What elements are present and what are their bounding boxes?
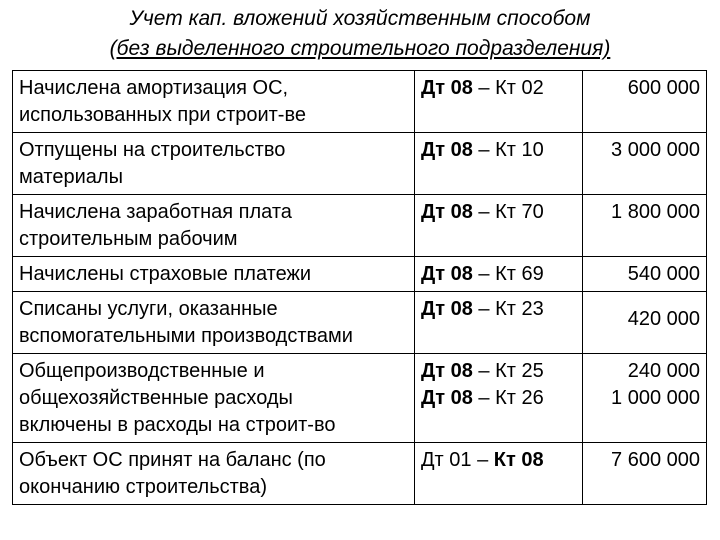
description-line: Списаны услуги, оказанные <box>19 298 278 320</box>
description-line: включены в расходы на строит-во <box>19 414 336 436</box>
entry-dash: – <box>472 201 496 223</box>
description-line: Общепроизводственные и <box>19 360 265 382</box>
entry-line <box>421 199 576 226</box>
entry-line <box>421 296 576 323</box>
account-entry <box>415 292 583 354</box>
credit-account: Кт 02 <box>495 77 544 99</box>
operation-description <box>13 71 415 133</box>
table-row <box>13 354 707 443</box>
amount-value: 540 000 <box>627 263 700 285</box>
entry-line <box>421 358 576 385</box>
amount-value: 1 000 000 <box>611 387 700 409</box>
posting-table <box>12 70 707 505</box>
debit-account: Дт 01 <box>421 449 472 471</box>
description-line: Начислены страховые платежи <box>19 263 312 285</box>
amount <box>583 257 707 292</box>
page-title: Учет кап. вложений хозяйственным способом <box>129 7 591 30</box>
operation-description <box>13 257 415 292</box>
account-entry <box>415 195 583 257</box>
entry-line <box>421 447 576 474</box>
operation-description <box>13 195 415 257</box>
entry-dash: – <box>472 360 496 382</box>
amount <box>583 354 707 443</box>
debit-account: Дт 08 <box>421 201 473 223</box>
credit-account: Кт 69 <box>495 263 544 285</box>
credit-account: Кт 10 <box>495 139 544 161</box>
description-line: строительным рабочим <box>19 228 238 250</box>
table-row <box>13 71 707 133</box>
entry-line <box>421 261 576 288</box>
amount-value: 7 600 000 <box>611 449 700 471</box>
amount <box>583 195 707 257</box>
entry-dash: – <box>472 263 496 285</box>
description-line: Начислена заработная плата <box>19 201 292 223</box>
description-line: Объект ОС принят на баланс (по <box>19 449 326 471</box>
account-entry <box>415 354 583 443</box>
table-row <box>13 257 707 292</box>
operation-description <box>13 133 415 195</box>
operation-description <box>13 443 415 505</box>
entry-line <box>421 137 576 164</box>
description-line: использованных при строит-ве <box>19 104 306 126</box>
table-row <box>13 292 707 354</box>
debit-account: Дт 08 <box>421 77 473 99</box>
entry-dash: – <box>472 387 496 409</box>
entry-line <box>421 385 576 412</box>
debit-account: Дт 08 <box>421 360 473 382</box>
operation-description <box>13 292 415 354</box>
description-line: материалы <box>19 166 123 188</box>
table-row <box>13 443 707 505</box>
amount-value: 3 000 000 <box>611 139 700 161</box>
debit-account: Дт 08 <box>421 263 473 285</box>
entry-dash: – <box>472 139 496 161</box>
amount-value: 240 000 <box>627 360 700 382</box>
description-line: окончанию строительства) <box>19 476 267 498</box>
account-entry <box>415 71 583 133</box>
account-entry <box>415 443 583 505</box>
entry-dash: – <box>472 77 496 99</box>
amount-value: 600 000 <box>627 77 700 99</box>
credit-account: Кт 23 <box>495 298 544 320</box>
amount <box>583 133 707 195</box>
table-row <box>13 195 707 257</box>
credit-account: Кт 70 <box>495 201 544 223</box>
entry-dash: – <box>472 298 496 320</box>
entry-dash: – <box>471 449 494 471</box>
operation-description <box>13 354 415 443</box>
amount <box>583 292 707 354</box>
amount <box>583 443 707 505</box>
credit-account: Кт 25 <box>495 360 544 382</box>
amount-value: 1 800 000 <box>611 201 700 223</box>
description-line: вспомогательными производствами <box>19 325 353 347</box>
description-line: Начислена амортизация ОС, <box>19 77 289 99</box>
account-entry <box>415 133 583 195</box>
amount <box>583 71 707 133</box>
account-entry <box>415 257 583 292</box>
table-row <box>13 133 707 195</box>
debit-account: Дт 08 <box>421 298 473 320</box>
credit-account: Кт 26 <box>495 387 544 409</box>
page-subtitle: (без выделенного строительного подразделения) <box>109 37 611 60</box>
debit-account: Дт 08 <box>421 387 473 409</box>
entry-line <box>421 75 576 102</box>
description-line: общехозяйственные расходы <box>19 387 293 409</box>
debit-account: Дт 08 <box>421 139 473 161</box>
description-line: Отпущены на строительство <box>19 139 286 161</box>
amount-value: 420 000 <box>627 308 700 330</box>
credit-account: Кт 08 <box>493 449 544 471</box>
